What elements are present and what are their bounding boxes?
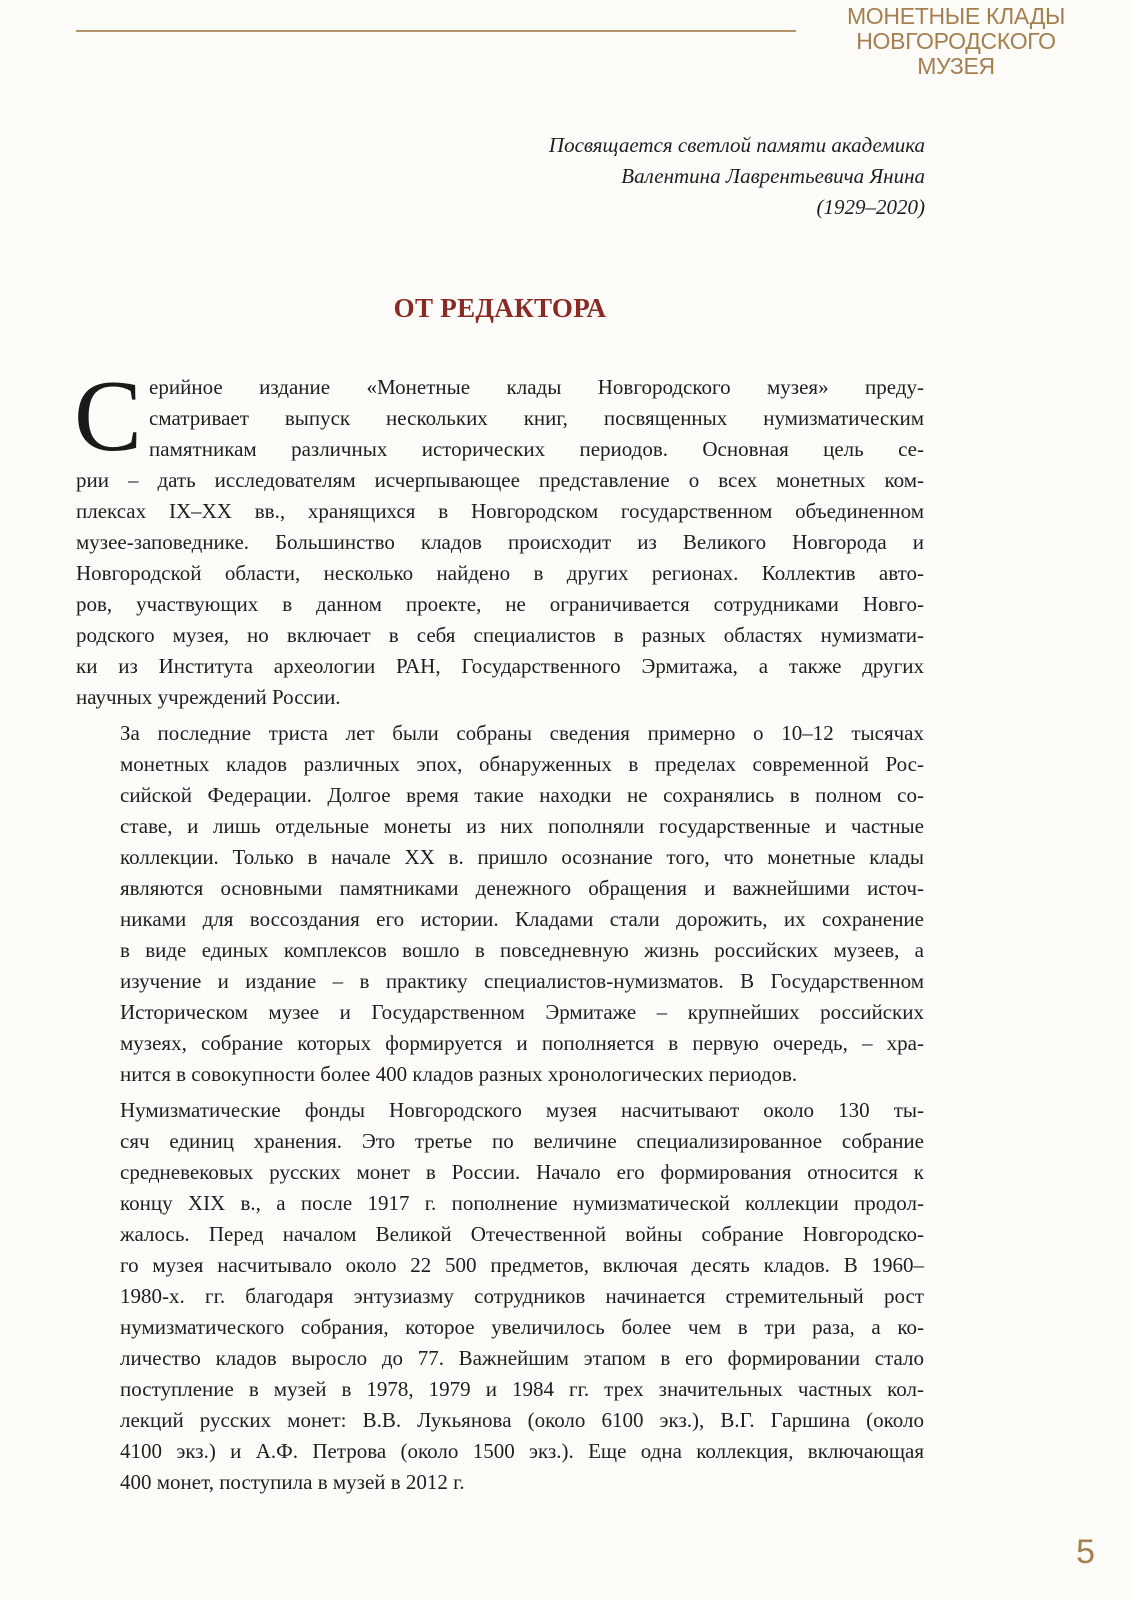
running-head-line: НОВГОРОДСКОГО <box>856 28 1056 54</box>
text-line: ров, участвующих в данном проекте, не ограничивается сотрудниками Новго- <box>76 592 924 616</box>
dedication-line: Посвящается светлой памяти академика <box>548 133 925 157</box>
text-line: средневековых русских монет в России. Начало его формирования относится к <box>120 1160 924 1184</box>
body-text <box>74 360 924 1503</box>
text-line: За последние триста лет были собраны сведения примерно о 10–12 тысячах <box>120 721 924 745</box>
text-line: музеях, собрание которых формируется и пополняется в первую очередь, – хра- <box>120 1031 924 1055</box>
header-rule <box>76 30 796 32</box>
text-line: никами для воссоздания его истории. Кладами стали дорожить, их сохранение <box>120 907 924 931</box>
text-line: сийской Федерации. Долгое время такие находки не сохранялись в полном со- <box>120 783 924 807</box>
text-line: сматривает выпуск нескольких книг, посвященных нумизматическим <box>149 406 924 430</box>
page-number: 5 <box>1076 1533 1095 1571</box>
text-line: ерийное издание «Монетные клады Новгородского музея» преду- <box>149 375 924 399</box>
text-line: научных учреждений России. <box>76 685 341 709</box>
text-line: жалось. Перед началом Великой Отечественной войны собрание Новгородско- <box>120 1222 924 1246</box>
running-head-line: МОНЕТНЫЕ КЛАДЫ <box>846 3 1066 29</box>
paragraph <box>76 718 924 1090</box>
text-line: лекций русских монет: В.В. Лукьянова (около 6100 экз.), В.Г. Гаршина (около <box>120 1408 924 1432</box>
paragraph <box>76 1095 924 1498</box>
paragraph <box>74 360 924 713</box>
dedication-line: (1929–2020) <box>816 195 925 219</box>
text-line: в виде единых комплексов вошло в повседневную жизнь российских музеев, а <box>120 938 924 962</box>
text-line: родского музея, но включает в себя специалистов в разных областях нумизмати- <box>76 623 924 647</box>
text-line: 1980-х. гг. благодаря энтузиазму сотрудников начинается стремительный рост <box>120 1284 924 1308</box>
text-line: Новгородской области, несколько найдено в других регионах. Коллектив авто- <box>76 561 924 585</box>
text-line: ки из Института археологии РАН, Государственного Эрмитажа, а также других <box>76 654 924 678</box>
text-line: личество кладов выросло до 77. Важнейшим этапом в его формировании стало <box>120 1346 924 1370</box>
text-line: ставе, и лишь отдельные монеты из них пополняли государственные и частные <box>120 814 924 838</box>
text-line: 4100 экз.) и А.Ф. Петрова (около 1500 экз.). Еще одна коллекция, включающая <box>120 1439 924 1463</box>
text-line: нится в совокупности более 400 кладов разных хронологических периодов. <box>120 1062 798 1086</box>
text-line: музее-заповеднике. Большинство кладов происходит из Великого Новгорода и <box>76 530 924 554</box>
dedication-line: Валентина Лаврентьевича Янина <box>621 164 925 188</box>
text-line: концу XIX в., а после 1917 г. пополнение нумизматической коллекции продол- <box>120 1191 924 1215</box>
text-line: Нумизматические фонды Новгородского музея насчитывают около 130 ты- <box>120 1098 924 1122</box>
text-line: монетных кладов различных эпох, обнаруженных в пределах современной Рос- <box>120 752 924 776</box>
text-line: рии – дать исследователям исчерпывающее представление о всех монетных ком- <box>76 468 924 492</box>
text-line: нумизматического собрания, которое увеличилось более чем в три раза, а ко- <box>120 1315 924 1339</box>
text-line: являются основными памятниками денежного обращения и важнейшими источ- <box>120 876 924 900</box>
text-line: го музея насчитывало около 22 500 предметов, включая десять кладов. В 1960– <box>120 1253 924 1277</box>
dedication <box>365 130 925 223</box>
text-line: плексах IX–XX вв., хранящихся в Новгородском государственном объединенном <box>76 499 924 523</box>
section-title: ОТ РЕДАКТОРА <box>393 293 607 323</box>
running-head-line: МУЗЕЯ <box>917 53 995 79</box>
text-line: поступление в музей в 1978, 1979 и 1984 гг. трех значительных частных кол- <box>120 1377 924 1401</box>
drop-cap: С <box>74 360 143 473</box>
text-line: изучение и издание – в практику специалистов-нумизматов. В Государственном <box>120 969 924 993</box>
text-line: коллекции. Только в начале XX в. пришло осознание того, что монетные клады <box>120 845 924 869</box>
text-line: Историческом музее и Государственном Эрмитаже – крупнейших российских <box>120 1000 924 1024</box>
text-line: 400 монет, поступила в музей в 2012 г. <box>120 1470 465 1494</box>
text-line: памятникам различных исторических периодов. Основная цель се- <box>149 437 924 461</box>
running-head <box>821 4 1091 79</box>
text-line: сяч единиц хранения. Это третье по величине специализированное собрание <box>120 1129 924 1153</box>
